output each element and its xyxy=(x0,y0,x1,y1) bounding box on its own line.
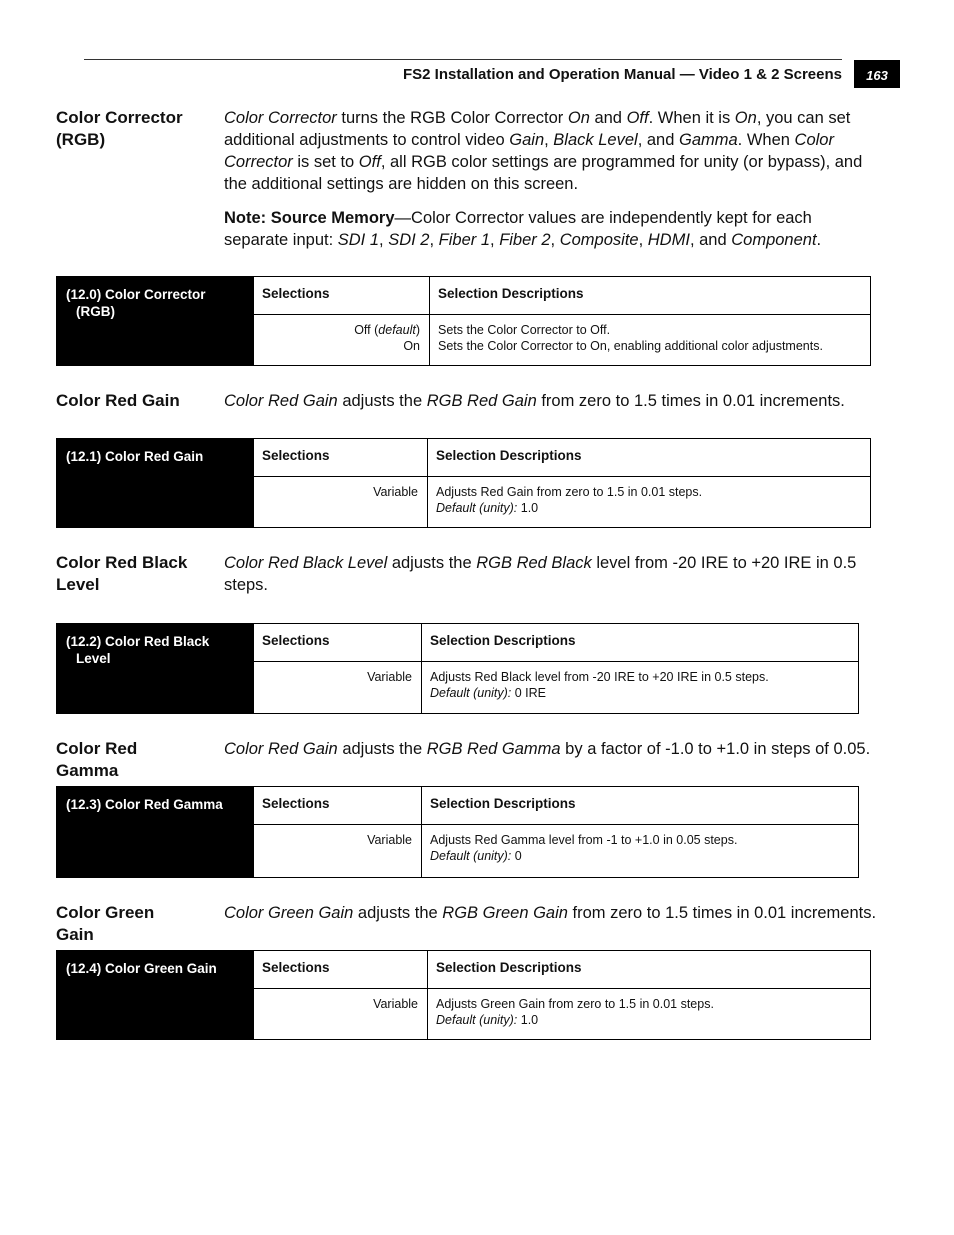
descriptions-cell: Adjusts Red Black level from -20 IRE to +20 IRE in 0.5 steps. Default (unity): 0 IRE xyxy=(430,670,769,700)
selections-cell: Variable xyxy=(367,670,412,684)
col-header-descriptions: Selection Descriptions xyxy=(429,277,870,315)
col-header-selections: Selections xyxy=(253,787,421,825)
section-body-color-red-gamma: Color Red Gain adjusts the RGB Red Gamma by a factor of -1.0 to +1.0 in steps of 0.05. xyxy=(224,740,871,758)
header-rule xyxy=(84,59,842,60)
section-body-color-corrector xyxy=(224,107,876,251)
table-color-red-gamma xyxy=(56,786,859,878)
section-body-color-red-gain: Color Red Gain adjusts the RGB Red Gain from zero to 1.5 times in 0.01 increments. xyxy=(224,392,845,410)
section-heading-color-green-gain: Color Green Gain xyxy=(56,903,155,944)
descriptions-cell: Adjusts Red Gain from zero to 1.5 in 0.01 steps. Default (unity): 1.0 xyxy=(436,485,703,515)
section-heading-color-red-black-level: Color Red Black Level xyxy=(56,553,188,594)
col-header-descriptions: Selection Descriptions xyxy=(421,787,858,825)
paragraph: Color Corrector turns the RGB Color Corrector On and Off. When it is On, you can set additional adjustments to control video Gain, Black Level, and Gamma. When Color Corrector is set to Off, all RGB color settings are programmed for unity (or bypass), and the additional settings are hidden on this screen. xyxy=(224,109,863,193)
col-header-selections: Selections xyxy=(253,439,427,477)
col-header-selections: Selections xyxy=(253,951,427,989)
selections-cell: Off (default) On xyxy=(354,323,420,353)
col-header-descriptions: Selection Descriptions xyxy=(421,624,858,662)
section-body-color-red-black-level: Color Red Black Level adjusts the RGB Red Black level from -20 IRE to +20 IRE in 0.5 steps. xyxy=(224,554,857,594)
selections-cell: Variable xyxy=(373,997,418,1011)
table-name-cell: (12.0) Color Corrector (RGB) xyxy=(57,277,253,365)
descriptions-cell: Adjusts Green Gain from zero to 1.5 in 0.01 steps. Default (unity): 1.0 xyxy=(436,997,714,1027)
table-color-red-black-level xyxy=(56,623,859,714)
col-header-descriptions: Selection Descriptions xyxy=(427,439,870,477)
section-body-color-green-gain: Color Green Gain adjusts the RGB Green Gain from zero to 1.5 times in 0.01 increments. xyxy=(224,904,877,922)
table-name-cell: (12.2) Color Red Black Level xyxy=(57,624,253,713)
table-name-cell: (12.1) Color Red Gain xyxy=(57,439,253,527)
table-name-cell: (12.3) Color Red Gamma xyxy=(57,787,253,877)
col-header-selections: Selections xyxy=(253,624,421,662)
selections-cell: Variable xyxy=(367,833,412,847)
descriptions-cell: Sets the Color Corrector to Off. Sets the Color Corrector to On, enabling additional color adjustments. xyxy=(438,323,823,353)
page-number-badge: 163 xyxy=(854,60,900,88)
section-heading-color-red-gain: Color Red Gain xyxy=(56,391,180,410)
selections-cell: Variable xyxy=(373,485,418,499)
table-name-cell: (12.4) Color Green Gain xyxy=(57,951,253,1039)
section-heading-color-corrector: Color Corrector (RGB) xyxy=(56,108,183,149)
source-memory-note: Note: Source Memory—Color Corrector values are independently kept for each separate input: SDI 1, SDI 2, Fiber 1, Fiber 2, Composite, HDMI, and Component. xyxy=(224,209,822,249)
table-color-green-gain xyxy=(56,950,871,1040)
running-header-title: FS2 Installation and Operation Manual — Video 1 & 2 Screens xyxy=(403,66,842,83)
col-header-selections: Selections xyxy=(253,277,429,315)
col-header-descriptions: Selection Descriptions xyxy=(427,951,870,989)
table-color-corrector xyxy=(56,276,871,366)
section-heading-color-red-gamma: Color Red Gamma xyxy=(56,739,138,780)
table-color-red-gain xyxy=(56,438,871,528)
descriptions-cell: Adjusts Red Gamma level from -1 to +1.0 in 0.05 steps. Default (unity): 0 xyxy=(430,833,738,863)
